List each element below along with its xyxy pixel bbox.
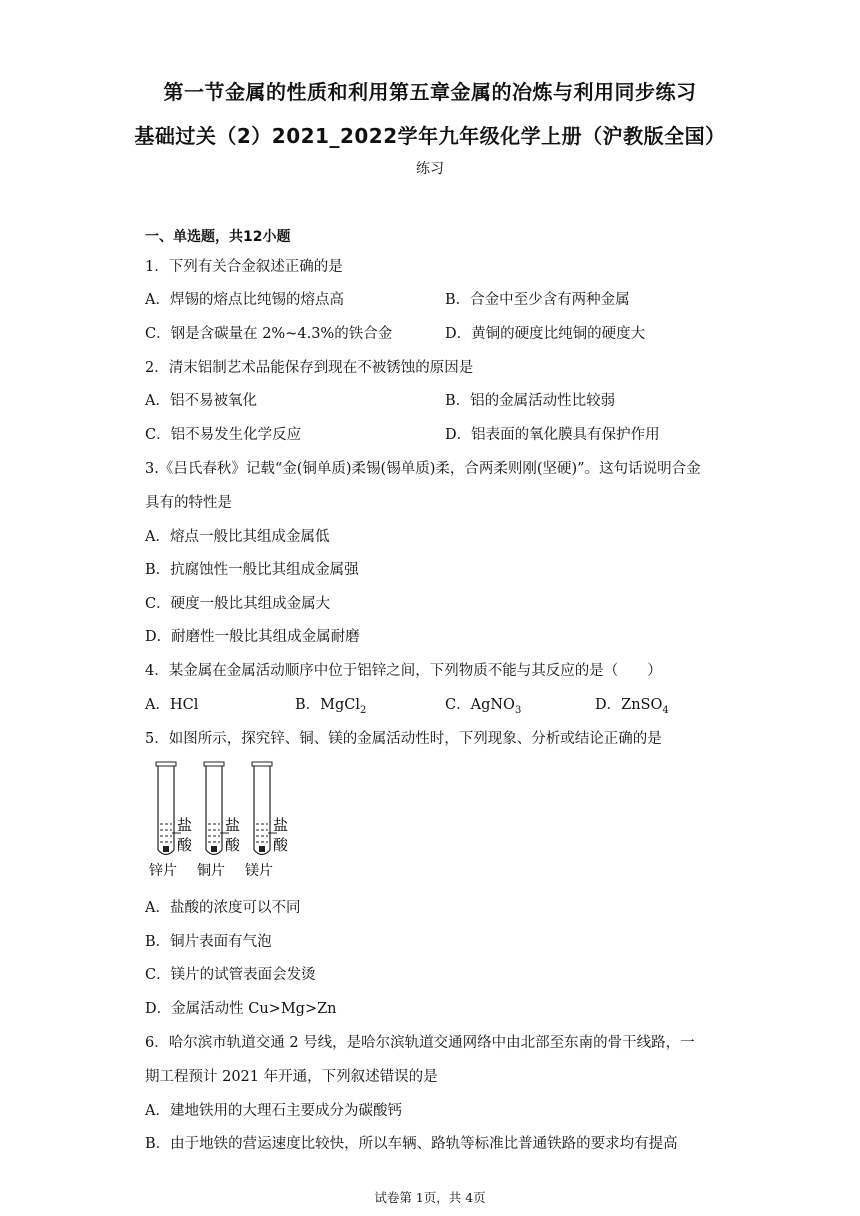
question-2-stem: 2．清末铝制艺术品能保存到现在不被锈蚀的原因是 [145,360,474,376]
question-2-option-d: D．铝表面的氧化膜具有保护作用 [445,427,660,443]
acid-label-bottom: 酸 [225,836,241,854]
question-5-option-b: B．铜片表面有气泡 [145,934,272,950]
question-6-option-b: B．由于地铁的营运速度比较快，所以车辆、路轨等标准比普通铁路的要求均有提高 [145,1136,678,1152]
page-footer: 试卷第 1页，共 4页 [374,1190,486,1205]
question-1-option-b: B．合金中至少含有两种金属 [445,292,630,308]
acid-label-bottom: 酸 [273,836,289,854]
tube-label-copper: 铜片 [197,863,225,879]
acid-label-top: 盐 [177,816,193,834]
acid-label-bottom: 酸 [177,836,193,854]
subscript: 3 [514,704,522,716]
question-2-option-c: C．铝不易发生化学反应 [145,427,302,443]
question-5-option-d: D．金属活动性 Cu>Mg>Zn [145,1001,337,1017]
question-4-option-a: A．HCl [145,697,199,713]
question-3-stem-line1: 3.《吕氏春秋》记载“金(铜单质)柔锡(锡单质)柔，合两柔则刚(坚硬)”。这句话说明合金 [145,461,701,477]
question-6-stem-line1: 6．哈尔滨市轨道交通 2 号线，是哈尔滨轨道交通网络中由北部至东南的骨干线路，一 [145,1035,695,1051]
question-6-option-a: A．建地铁用的大理石主要成分为碳酸钙 [145,1103,402,1119]
question-1-option-d: D．黄铜的硬度比纯铜的硬度大 [445,326,646,342]
page-title-line1: 第一节金属的性质和利用第五章金属的冶炼与利用同步练习 [163,80,697,104]
page-title-line2: 基础过关（2）2021_2022学年九年级化学上册（沪教版全国） [134,124,726,148]
question-3-option-a: A．熔点一般比其组成金属低 [145,529,330,545]
question-6-stem-line2: 期工程预计 2021 年开通，下列叙述错误的是 [145,1069,438,1085]
question-3-option-d: D．耐磨性一般比其组成金属耐磨 [145,629,360,645]
acid-label-top: 盐 [273,816,289,834]
question-4-stem: 4．某金属在金属活动顺序中位于铝锌之间，下列物质不能与其反应的是（ ） [145,663,662,679]
question-4-option-b: B．MgCl$_2$ [295,697,367,716]
question-5-stem: 5．如图所示，探究锌、铜、镁的金属活动性时，下列现象、分析或结论正确的是 [145,731,662,747]
question-4-option-c: C．AgNO$_3$ [445,697,522,716]
section-heading: 一、单选题，共12小题 [145,229,291,245]
subscript: 4 [662,704,669,716]
question-1-stem: 1．下列有关合金叙述正确的是 [145,259,343,275]
test-tube-figure [145,760,305,880]
page-subtitle: 练习 [416,161,444,177]
tube-label-zinc: 锌片 [149,863,177,879]
question-1-option-c: C．钢是含碳量在 2%~4.3%的铁合金 [145,326,393,342]
question-5-option-c: C．镁片的试管表面会发烫 [145,967,316,983]
question-3-stem-line2: 具有的特性是 [145,495,232,511]
acid-label-top: 盐 [225,816,241,834]
subscript: 2 [360,704,367,716]
question-2-option-b: B．铝的金属活动性比较弱 [445,393,616,409]
question-2-option-a: A．铝不易被氧化 [145,393,257,409]
question-5-option-a: A．盐酸的浓度可以不同 [145,900,301,916]
question-3-option-c: C．硬度一般比其组成金属大 [145,596,331,612]
question-3-option-b: B．抗腐蚀性一般比其组成金属强 [145,562,359,578]
question-4-option-d: D．ZnSO$_4$ [595,697,669,716]
tube-label-magnesium: 镁片 [245,863,273,879]
question-1-option-a: A．焊锡的熔点比纯锡的熔点高 [145,292,344,308]
